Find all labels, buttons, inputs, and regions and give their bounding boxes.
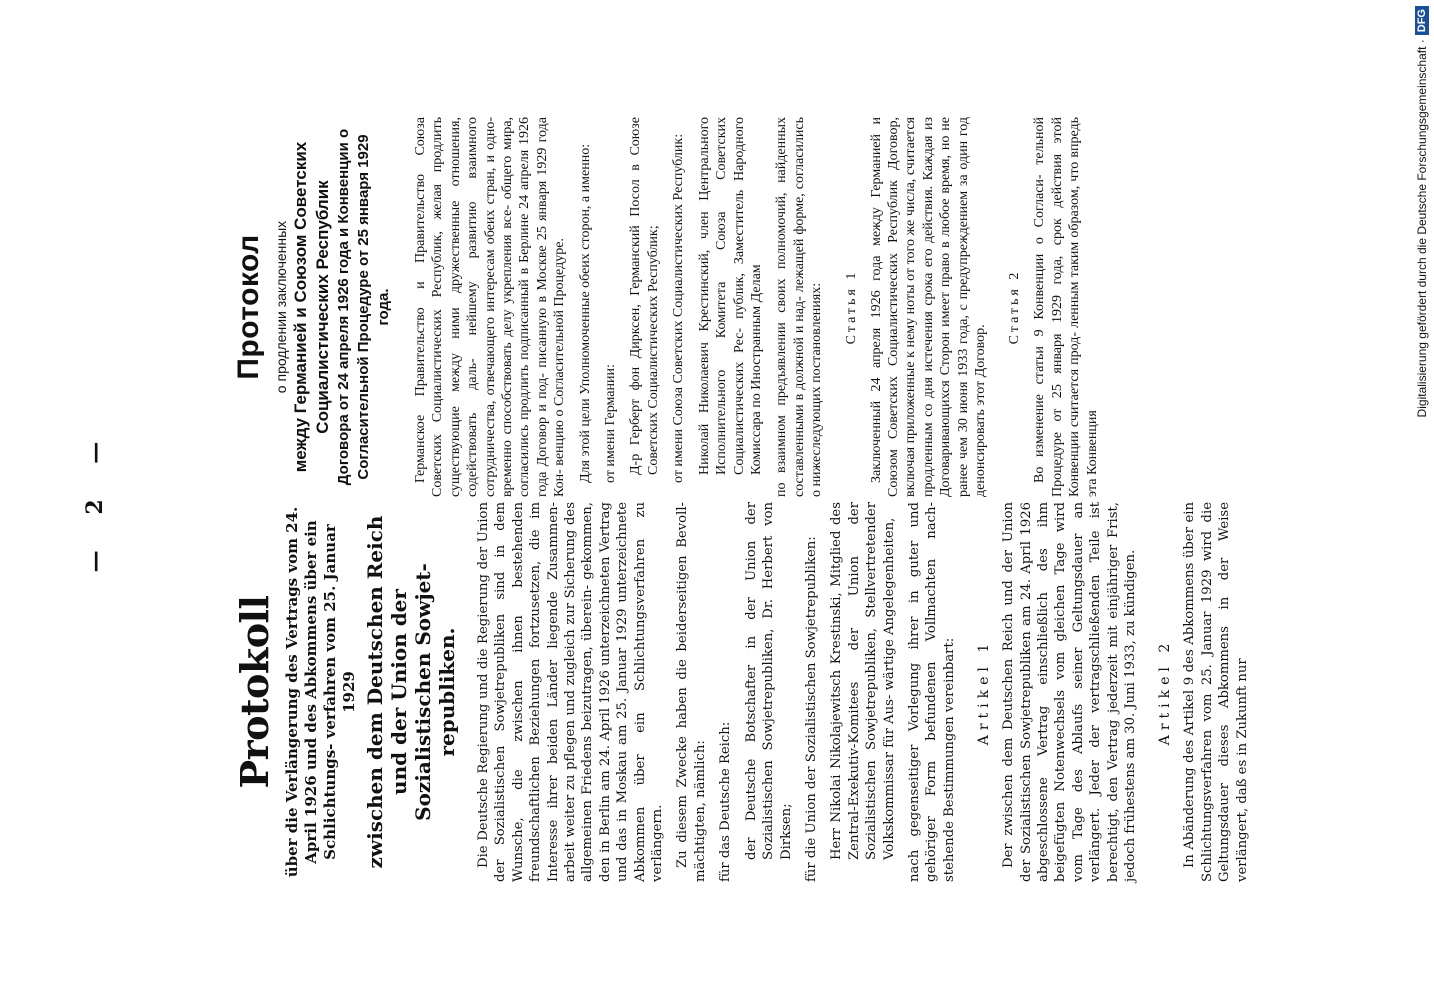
russian-title: Протокол bbox=[232, 234, 265, 380]
german-title: Protokoll bbox=[232, 595, 277, 789]
page-number: — 2 — bbox=[82, 427, 108, 573]
german-ussr-label: für die Union der Sozialistischen Sowjetrepubliken: bbox=[803, 536, 819, 882]
german-preamble: Die Deutsche Regierung und die Regierung der Union der Sozialistischen Sowjetrepubliken sind in dem Wunsche, die zwischen ihnen bestehenden freundschaftlichen Beziehungen fortzusetzen, die im Interesse ihrer beiden Länder liegende Zusammen- arbeit weiter zu pflegen und zugleich zur Sicherung des allgemeinen Friedens beizutragen, überein- gekommen, den in Berlin am 24. April 1926 unterzeichneten Vertrag und das in Moskau am 25. Januar 1929 unterzeichnete Abkommen über ein Schlichtungsverfahren zu verlängern. bbox=[476, 502, 666, 882]
russian-ussr-delegate: Николай Николаевич Крестинский, член Центрального Исполнительного Комитета Союза Советских Социалистических Рес- публик, Заместитель Народного Комиссара по Иностранным Делам bbox=[696, 117, 764, 475]
german-article-2-text: In Abänderung des Artikel 9 des Abkommens über ein Schlichtungsverfahren vom 25. Januar 1929 wird die Geltungsdauer dieses Abkommens in der Weise verlängert, daß es in Zukunft nur bbox=[1182, 502, 1250, 882]
german-reich-label: für das Deutsche Reich: bbox=[718, 721, 734, 882]
russian-article-2-heading: Статья 2 bbox=[1007, 269, 1023, 345]
russian-article-1-heading: Статья 1 bbox=[843, 269, 859, 345]
german-column bbox=[232, 502, 1302, 882]
russian-germany-label: от имени Германии: bbox=[603, 364, 619, 483]
credit-text: Digitalisierung gefördert durch die Deutsche Forschungsgemeinschaft · bbox=[1415, 39, 1429, 418]
russian-subtitle: о продлении заключенных bbox=[273, 220, 289, 394]
dfg-logo: DFG bbox=[1415, 6, 1429, 35]
russian-article-1-text: Заключенный 24 апреля 1926 года между Германией и Союзом Советских Социалистических Республик Договор, включая приложенные к нему ноты от того же числа, считается продленным со дня истечения срока его действия. Каждая из Договаривающихся Сторон имеет право в любое время, но не ранее чем 30 июня 1933 года, с предупреждением за один год денонсировать этот Договор. bbox=[868, 117, 988, 497]
russian-agreement-clause: по взаимном предъявлении своих полномочий, найденных составленными в должной и над- лежащей форме, согласились о нижеследующих постановлениях: bbox=[774, 117, 825, 497]
german-reich-delegate: der Deutsche Botschafter in der Union der Sozialistischen Sowjetrepubliken, Dr. Herbert von Dirksen; bbox=[743, 502, 794, 860]
german-plenipotentiaries-intro: Zu diesem Zwecke haben die beiderseitigen Bevoll- mächtigten, nämlich: bbox=[675, 502, 708, 882]
russian-germany-delegate: Д-р Герберт фон Дирксен, Германский Посол в Союзе Советских Социалистических Республик; bbox=[628, 117, 661, 475]
german-agreement-clause: nach gegenseitiger Vorlegung ihrer in guter und gehöriger Form befundenen Vollmachten nach- stehende Bestimmungen vereinbart: bbox=[906, 502, 957, 882]
german-parties-heading: zwischen dem Deutschen Reich und der Union der Sozialistischen Sowjet- republiken. bbox=[363, 515, 459, 869]
russian-plenipotentiaries-intro: Для этой цели Уполномоченные обеих сторон, а именно: bbox=[577, 143, 593, 483]
german-ussr-delegate: Herr Nikolai Nikolajewitsch Krestinski, Mitglied des Zentral-Exekutiv-Komitees der Union der Sozialistischen Sowjetrepubliken, Stellvertretender Volkskommissar für Aus- wärtige Angelegenheiten, bbox=[829, 502, 897, 860]
russian-treaty-heading: Договора от 24 апреля 1926 года и Конвенции о Согласительной Процедуре от 25 января 1929 года. bbox=[335, 128, 392, 486]
german-article-1-text: Der zwischen dem Deutschen Reich und der Union der Sozialistischen Sowjetrepubliken am 24. April 1926 abgeschlossene Vertrag einschließlich des ihm beigefügten Notenwechsels vom gleichen Tage wird vom Tage des Ablaufs seiner Geltungsdauer an verlängert. Jeder der vertragschließenden Teile ist berechtigt, den Vertrag jederzeit mit einjähriger Frist, jedoch frühestens am 30. Juni 1933, zu kündigen. bbox=[1001, 502, 1138, 882]
russian-preamble: Германское Правительство и Правительство Союза Советских Социалистических Республик, желая продлить существующие между ними дружественные отношения, содействовать даль- нейшему развитию взаимного сотрудничества, отвечающего интересам обеих стран, и одно- временно способствовать делу укрепления все- общего мира, согласились продлить подписанный в Берлине 24 апреля 1926 года Договор и под- писанную в Москве 25 января 1929 года Кон- венцию о Согласительной Процедуре. bbox=[413, 117, 568, 497]
russian-ussr-label: от имени Союза Советских Социалистических Республик: bbox=[671, 133, 687, 483]
russian-column bbox=[232, 117, 1302, 497]
german-subtitle: über die Verlängerung des Vertrags vom 24. April 1926 und des Abkommens über ein Schlichtungs- verfahren vom 25. Januar 1929 bbox=[283, 506, 358, 878]
german-article-1-heading: Artikel 1 bbox=[976, 638, 993, 746]
russian-article-2-text: Во изменение статьи 9 Конвенции о Согласи- тельной Процедуре от 25 января 1929 года, срок действия этой Конвенции считается прод- ленным таким образом, что впредь эта Конвенция bbox=[1032, 117, 1100, 497]
russian-parties-heading: между Германией и Союзом Советских Социалистических Республик bbox=[291, 141, 332, 473]
digitization-credit bbox=[1411, 6, 1433, 996]
german-article-2-heading: Artikel 2 bbox=[1157, 638, 1174, 746]
